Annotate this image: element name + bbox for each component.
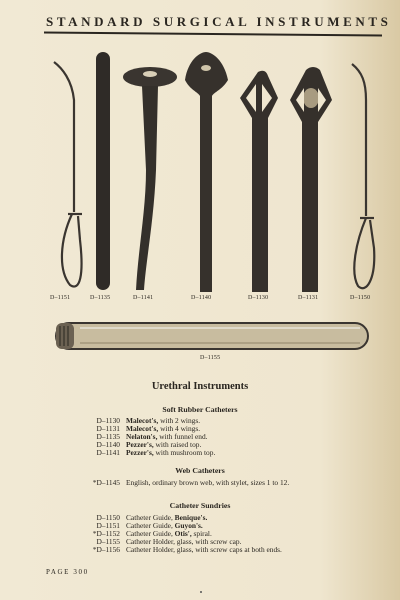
figure-code: D–1141 bbox=[133, 295, 154, 301]
subsection-title: Soft Rubber Catheters bbox=[162, 405, 238, 414]
page-mark bbox=[200, 591, 202, 593]
list-item: D–1151 Catheter Guide, Guyon's. bbox=[96, 521, 203, 530]
list-item: D–1135 Nelaton's, with funnel end. bbox=[96, 432, 208, 441]
section-title: Urethral Instruments bbox=[151, 381, 249, 392]
pezzer-mushroom-catheter-image bbox=[123, 67, 177, 290]
list-item: D–1150 Catheter Guide, Benique's. bbox=[96, 513, 208, 522]
page-header: STANDARD SURGICAL INSTRUMENTS bbox=[46, 14, 392, 29]
pezzer-raised-catheter-image bbox=[185, 52, 228, 292]
figure-code: D–1150 bbox=[350, 295, 371, 301]
glass-catheter-holder-image bbox=[56, 323, 368, 349]
nelaton-catheter-image bbox=[96, 52, 110, 290]
figure-code: D–1130 bbox=[248, 295, 269, 301]
page-number: PAGE 300 bbox=[46, 568, 89, 576]
malecot-two-wing-catheter-image bbox=[240, 71, 278, 292]
figure-code: D–1151 bbox=[50, 295, 71, 301]
guide-wire-right-image bbox=[352, 64, 374, 288]
figure-code: D–1135 bbox=[90, 295, 111, 301]
malecot-four-wing-catheter-image bbox=[290, 67, 332, 292]
figure-code: D–1140 bbox=[191, 295, 212, 301]
list-item: D–1131 Malecot's, with 4 wings. bbox=[96, 424, 201, 433]
figure-code: D–1131 bbox=[298, 295, 319, 301]
list-item: D–1130 Malecot's, with 2 wings. bbox=[96, 416, 201, 425]
guide-wire-left-image bbox=[54, 62, 82, 287]
subsection-title: Web Catheters bbox=[175, 466, 225, 475]
list-item: *D–1145 English, ordinary brown web, with stylet, sizes 1 to 12. bbox=[92, 478, 290, 487]
figure-code: D–1155 bbox=[200, 355, 221, 361]
list-item: D–1141 Pezzer's, with mushroom top. bbox=[96, 448, 216, 457]
list-item: D–1140 Pezzer's, with raised top. bbox=[96, 440, 202, 449]
list-item: D–1155 Catheter Holder, glass, with screw cap. bbox=[96, 537, 242, 546]
list-item: *D–1156 Catheter Holder, glass, with screw caps at both ends. bbox=[92, 545, 282, 554]
list-item: *D–1152 Catheter Guide, Otis', spiral. bbox=[92, 529, 212, 538]
subsection-title: Catheter Sundries bbox=[169, 501, 231, 510]
